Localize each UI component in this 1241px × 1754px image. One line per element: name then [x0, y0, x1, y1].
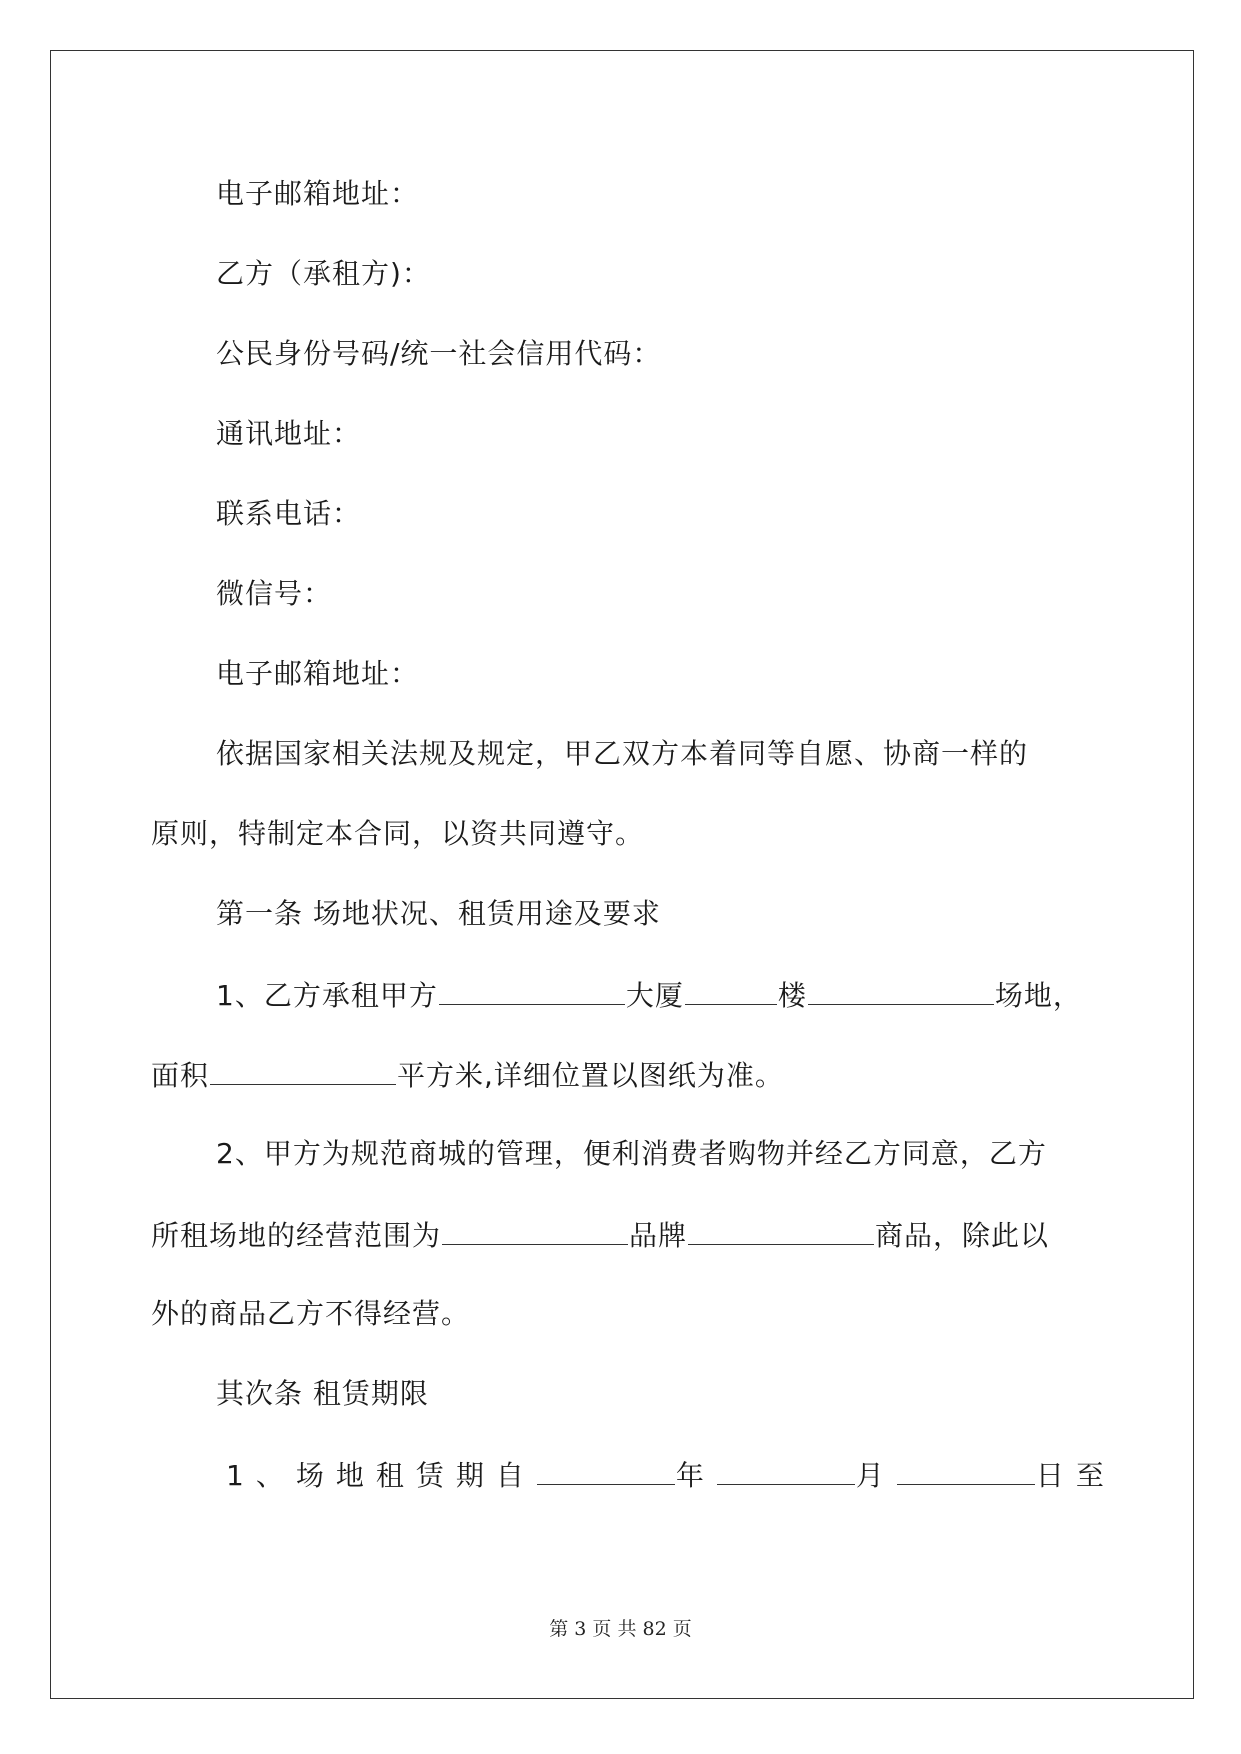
text-segment: 品牌: [629, 1219, 688, 1252]
page-border: [50, 50, 1194, 1699]
text-segment: 平方米,详细位置以图纸为准。: [397, 1059, 784, 1092]
text-line: 2、甲方为规范商城的管理，便利消费者购物并经乙方同意，乙方: [216, 1137, 1047, 1170]
text-segment: 1、场地租赁期自: [226, 1459, 536, 1492]
text-line: 电子邮箱地址：: [216, 177, 420, 210]
text-line: 通讯地址：: [216, 417, 362, 450]
text-segment: 面积: [151, 1059, 210, 1092]
text-line: [151, 1054, 784, 1096]
text-segment: 所租场地的经营范围为: [151, 1219, 442, 1252]
text-segment: 大厦: [625, 979, 684, 1012]
text-segment: 年: [675, 1459, 716, 1492]
text-line: 联系电话：: [216, 497, 362, 530]
text-line: 原则，特制定本合同，以资共同遵守。: [151, 817, 645, 850]
fill-in-blank[interactable]: [442, 1214, 628, 1245]
text-segment: 月: [855, 1459, 896, 1492]
fill-in-blank[interactable]: [808, 974, 994, 1005]
fill-in-blank[interactable]: [210, 1054, 396, 1085]
text-line: 乙方（承租方)：: [216, 257, 431, 290]
text-segment: 场地，: [994, 979, 1082, 1012]
fill-in-blank[interactable]: [685, 974, 777, 1005]
text-segment: 楼: [777, 979, 807, 1012]
text-segment: 商品，除此以: [875, 1219, 1050, 1252]
text-line: [216, 974, 1082, 1016]
fill-in-blank[interactable]: [537, 1454, 675, 1485]
text-line: [151, 1214, 1049, 1256]
text-segment: 1、乙方承租甲方: [216, 979, 438, 1012]
text-line: 微信号：: [216, 577, 333, 610]
text-line: 外的商品乙方不得经营。: [151, 1297, 471, 1330]
text-line: 公民身份号码/统一社会信用代码：: [216, 337, 662, 370]
section-heading: 其次条 租赁期限: [216, 1377, 429, 1410]
text-line: [226, 1454, 1116, 1496]
fill-in-blank[interactable]: [717, 1454, 855, 1485]
text-segment: 日至: [1035, 1459, 1116, 1492]
section-heading: 第一条 场地状况、租赁用途及要求: [216, 897, 661, 930]
fill-in-blank[interactable]: [439, 974, 625, 1005]
text-line: 电子邮箱地址：: [216, 657, 420, 690]
page-number-footer: 第 3 页 共 82 页: [549, 1618, 692, 1640]
text-line: 依据国家相关法规及规定，甲乙双方本着同等自愿、协商一样的: [216, 737, 1029, 770]
fill-in-blank[interactable]: [897, 1454, 1035, 1485]
fill-in-blank[interactable]: [688, 1214, 874, 1245]
